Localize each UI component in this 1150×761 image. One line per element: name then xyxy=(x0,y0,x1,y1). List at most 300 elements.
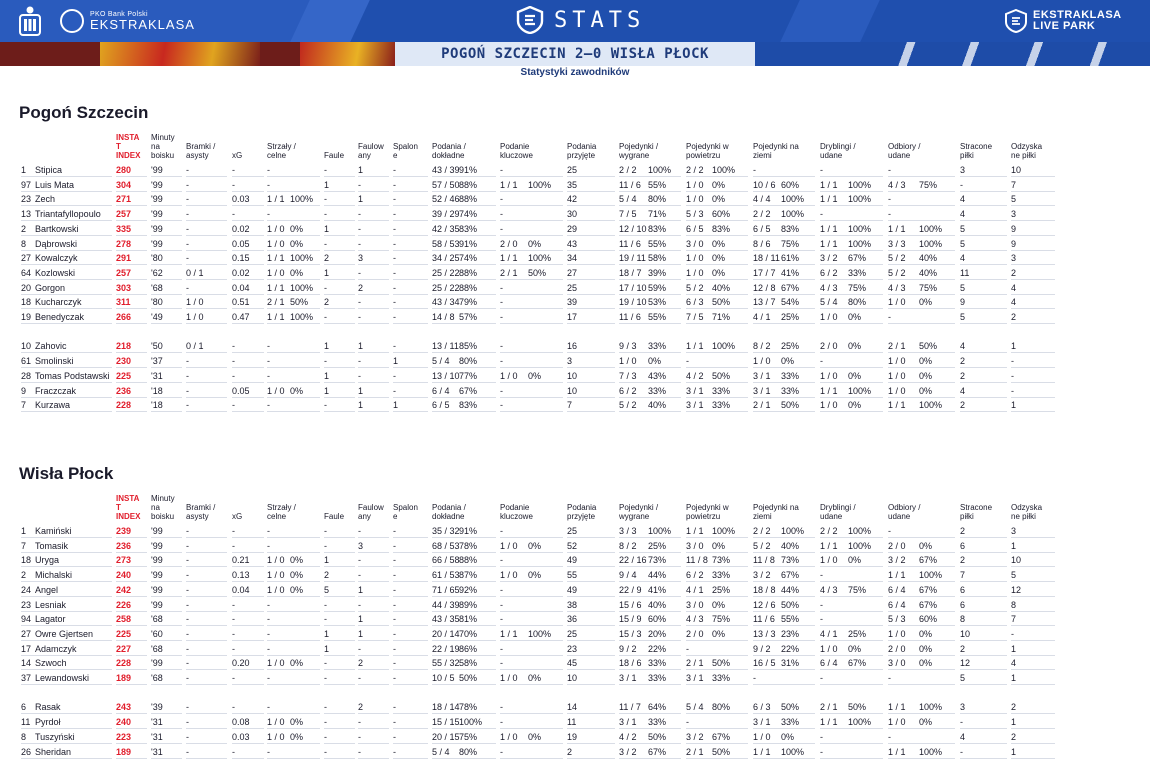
cell-duels xyxy=(619,399,681,412)
player-name[interactable]: Kozlowski xyxy=(35,267,112,280)
cell-min: '99 xyxy=(151,584,182,597)
player-name[interactable]: Luis Mata xyxy=(35,179,112,192)
stats-wordmark: STATS xyxy=(554,7,646,33)
livepark-logo[interactable] xyxy=(1005,9,1122,33)
cell-drib-count: 1 / 0 xyxy=(820,370,838,381)
player-name[interactable]: Tuszyński xyxy=(35,731,112,744)
cell-ground xyxy=(753,540,815,553)
column-header-xg[interactable]: xG xyxy=(232,151,243,160)
column-header-shots[interactable]: Strzały / celne xyxy=(267,142,296,160)
cell-min: '99 xyxy=(151,208,182,221)
cell-air xyxy=(686,370,748,383)
cell-recv: 25 xyxy=(567,525,615,538)
table-row[interactable] xyxy=(0,643,1150,658)
cell-min: '31 xyxy=(151,731,182,744)
cell-duels xyxy=(619,584,681,597)
cell-duels xyxy=(619,525,681,538)
cell-lost: 2 xyxy=(960,399,1007,412)
cell-pass-percent: 80% xyxy=(459,746,478,757)
cell-off: - xyxy=(393,613,428,626)
player-name[interactable]: Zahovic xyxy=(35,340,112,353)
table-row[interactable] xyxy=(0,282,1150,297)
column-header-air[interactable]: Pojedynki w powietrzu xyxy=(686,503,729,521)
cell-ga: - xyxy=(186,385,227,398)
cell-pass-percent: 58% xyxy=(459,658,478,669)
table-row[interactable] xyxy=(0,613,1150,628)
cell-shots-percent: 0% xyxy=(290,658,304,669)
column-header-ga[interactable]: Bramki / asysty xyxy=(186,503,216,521)
cell-tack-percent: 0% xyxy=(919,356,933,367)
column-header-fouled[interactable]: Faulow any xyxy=(358,142,384,160)
cell-fouled: - xyxy=(358,267,389,280)
cell-tack-count: - xyxy=(888,312,891,322)
cell-pass-percent: 83% xyxy=(459,223,478,234)
cell-won: 9 xyxy=(1011,238,1055,251)
cell-drib-count: 4 / 3 xyxy=(820,282,838,293)
cell-ground-percent: 55% xyxy=(781,614,800,625)
cell-drib-count: - xyxy=(820,731,823,742)
table-row[interactable] xyxy=(0,554,1150,569)
cell-won: 4 xyxy=(1011,282,1055,295)
cell-shots xyxy=(267,208,320,221)
cell-off: - xyxy=(393,282,428,295)
cell-xg: - xyxy=(232,525,264,538)
cell-pass-count: 43 / 34 xyxy=(432,297,460,308)
cell-tack xyxy=(888,296,955,309)
player-name[interactable]: Zech xyxy=(35,193,112,206)
player-name[interactable]: Uryga xyxy=(35,554,112,567)
cell-won: 5 xyxy=(1011,193,1055,206)
cell-duels xyxy=(619,238,681,251)
player-name[interactable]: Gorgon xyxy=(35,282,112,295)
table-row[interactable] xyxy=(0,525,1150,540)
column-header-idx[interactable]: INSTA T INDEX xyxy=(116,133,141,160)
cell-ground-percent: 60% xyxy=(781,179,800,190)
cell-duels xyxy=(619,208,681,221)
cell-idx: 240 xyxy=(116,716,147,729)
cell-key xyxy=(500,628,563,641)
cell-recv: 52 xyxy=(567,540,615,553)
table-row[interactable] xyxy=(0,267,1150,282)
cell-pass xyxy=(432,267,496,280)
cell-key xyxy=(500,252,563,265)
team-title: Pogoń Szczecin xyxy=(19,103,149,122)
cell-ground-percent: 33% xyxy=(781,370,800,381)
cell-ground-count: 17 / 7 xyxy=(753,267,776,278)
cell-fouled: 1 xyxy=(358,193,389,206)
cell-shots xyxy=(267,746,320,759)
cell-shots-count: - xyxy=(267,526,270,536)
table-row[interactable] xyxy=(0,193,1150,208)
cell-fouls: 1 xyxy=(324,340,355,353)
cell-key xyxy=(500,340,563,353)
player-name[interactable]: Dąbrowski xyxy=(35,238,112,251)
cell-air-count: 3 / 1 xyxy=(686,673,704,683)
column-header-idx[interactable]: INSTA T INDEX xyxy=(116,494,141,521)
player-name[interactable]: Triantafyllopoulo xyxy=(35,208,112,221)
cell-air-count: 1 / 0 xyxy=(686,179,704,190)
cell-air-count: 1 / 1 xyxy=(686,526,704,536)
table-row[interactable] xyxy=(0,540,1150,555)
table-row[interactable] xyxy=(0,385,1150,400)
cell-ga: - xyxy=(186,238,227,251)
cell-tack xyxy=(888,385,955,398)
column-header-fouls[interactable]: Faule xyxy=(324,512,345,521)
cell-duels xyxy=(619,613,681,626)
livepark-line2: LIVE PARK xyxy=(1033,20,1096,32)
cell-drib-count: - xyxy=(820,746,823,757)
column-header-fouls[interactable]: Faule xyxy=(324,151,345,160)
cell-air-count: 3 / 1 xyxy=(686,385,704,396)
cell-drib xyxy=(820,701,883,714)
cell-pass-count: 5 / 4 xyxy=(432,746,450,757)
cell-drib xyxy=(820,311,883,324)
cell-air xyxy=(686,252,748,265)
column-header-drib[interactable]: Dryblingi / udane xyxy=(820,503,856,521)
cell-duels-count: 11 / 6 xyxy=(619,312,641,322)
column-header-off[interactable]: Spalon e xyxy=(393,503,418,521)
cell-air-count: 6 / 3 xyxy=(686,297,704,308)
cell-key-percent: 100% xyxy=(528,179,552,190)
cell-ground-percent: 0% xyxy=(781,356,795,367)
cell-fouls: 1 xyxy=(324,554,355,567)
cell-duels-count: 12 / 10 xyxy=(619,223,647,234)
cell-drib-percent: 100% xyxy=(848,540,872,551)
cell-key xyxy=(500,208,563,221)
cell-tack-count: 1 / 0 xyxy=(888,628,906,639)
ekstraklasa-logo[interactable] xyxy=(60,6,195,36)
cell-xg: - xyxy=(232,599,264,612)
table-row[interactable] xyxy=(0,746,1150,761)
cell-pass xyxy=(432,672,496,685)
cell-off: - xyxy=(393,164,428,177)
player-name[interactable]: Tomas Podstawski xyxy=(35,370,112,383)
cell-ground xyxy=(753,643,815,656)
column-header-duels[interactable]: Pojedynki / wygrane xyxy=(619,503,659,521)
cell-drib-percent: 67% xyxy=(848,253,867,264)
player-name[interactable]: Stipica xyxy=(35,164,112,177)
cell-air xyxy=(686,613,748,626)
player-name[interactable]: Kowalczyk xyxy=(35,252,112,265)
cell-shots-percent: 0% xyxy=(290,223,304,234)
player-number: 14 xyxy=(21,657,35,670)
column-header-min[interactable]: Minuty na boisku xyxy=(151,133,175,160)
player-name[interactable]: Lewandowski xyxy=(35,672,112,685)
player-name[interactable]: Smolinski xyxy=(35,355,112,368)
cell-air-count: 3 / 0 xyxy=(686,238,704,249)
table-row[interactable] xyxy=(0,628,1150,643)
cell-pass xyxy=(432,716,496,729)
cell-xg: - xyxy=(232,208,264,221)
column-header-min[interactable]: Minuty na boisku xyxy=(151,494,175,521)
cell-tack-count: 5 / 2 xyxy=(888,267,906,278)
cell-air xyxy=(686,554,748,567)
top-header-bar xyxy=(0,0,1150,42)
cell-idx: 239 xyxy=(116,525,147,538)
column-header-pass[interactable]: Podania / dokładne xyxy=(432,503,466,521)
column-header-key[interactable]: Podanie kluczowe xyxy=(500,503,533,521)
cell-fouls: 1 xyxy=(324,179,355,192)
cell-shots-count: - xyxy=(267,540,270,551)
column-header-ga[interactable]: Bramki / asysty xyxy=(186,142,216,160)
cell-duels-percent: 59% xyxy=(648,282,667,293)
table-row[interactable] xyxy=(0,208,1150,223)
table-row[interactable] xyxy=(0,701,1150,716)
cell-ga: - xyxy=(186,569,227,582)
cell-shots-count: - xyxy=(267,599,270,610)
player-name[interactable]: Szwoch xyxy=(35,657,112,670)
cell-xg: 0.04 xyxy=(232,584,264,597)
cell-air-count: 3 / 0 xyxy=(686,599,704,610)
column-header-ground[interactable]: Pojedynki na ziemi xyxy=(753,142,799,160)
cell-ground xyxy=(753,569,815,582)
cell-lost: - xyxy=(960,716,1007,729)
cell-ground-count: 1 / 0 xyxy=(753,356,771,367)
cell-off: - xyxy=(393,385,428,398)
cell-key-count: - xyxy=(500,223,503,234)
player-name[interactable]: Tomasik xyxy=(35,540,112,553)
cell-lost: 2 xyxy=(960,370,1007,383)
table-row[interactable] xyxy=(0,731,1150,746)
column-header-lost[interactable]: Stracone piłki xyxy=(960,142,993,160)
cell-duels xyxy=(619,179,681,192)
column-header-key[interactable]: Podanie kluczowe xyxy=(500,142,533,160)
cell-duels-percent: 33% xyxy=(648,717,667,728)
table-row[interactable] xyxy=(0,584,1150,599)
cell-tack-count: 1 / 1 xyxy=(888,223,906,234)
stats-brand[interactable] xyxy=(516,6,645,34)
table-row[interactable] xyxy=(0,238,1150,253)
cell-fouls: - xyxy=(324,613,355,626)
column-header-off[interactable]: Spalon e xyxy=(393,142,418,160)
table-row[interactable] xyxy=(0,164,1150,179)
cell-xg: - xyxy=(232,355,264,368)
cell-shots-count: 1 / 0 xyxy=(267,267,285,278)
column-header-drib[interactable]: Dryblingi / udane xyxy=(820,142,856,160)
cell-ground-count: 10 / 6 xyxy=(753,179,776,190)
cell-shots-count: 1 / 0 xyxy=(267,555,285,566)
column-header-won[interactable]: Odzyska ne piłki xyxy=(1011,142,1043,160)
cell-tack xyxy=(888,628,955,641)
cell-key-count: - xyxy=(500,599,503,610)
player-number: 19 xyxy=(21,311,35,324)
column-header-ground[interactable]: Pojedynki na ziemi xyxy=(753,503,799,521)
cell-lost: 2 xyxy=(960,525,1007,538)
column-header-recv[interactable]: Podania przyjęte xyxy=(567,503,597,521)
player-name[interactable]: Adamczyk xyxy=(35,643,112,656)
player-name[interactable]: Michalski xyxy=(35,569,112,582)
column-header-tack[interactable]: Odbiory / udane xyxy=(888,503,921,521)
player-name[interactable]: Sheridan xyxy=(35,746,112,759)
player-number: 7 xyxy=(21,399,35,412)
cell-key xyxy=(500,746,563,759)
player-name[interactable]: Owre Gjertsen xyxy=(35,628,112,641)
table-row[interactable] xyxy=(0,311,1150,326)
cell-xg: - xyxy=(232,746,264,759)
cell-key-percent: 0% xyxy=(528,570,542,581)
cell-air xyxy=(686,716,748,729)
player-name[interactable]: Lesniak xyxy=(35,599,112,612)
cell-shots-percent: 0% xyxy=(290,731,304,742)
cell-drib xyxy=(820,746,883,759)
column-header-pass[interactable]: Podania / dokładne xyxy=(432,142,466,160)
cell-xg: - xyxy=(232,672,264,685)
cell-key-percent: 0% xyxy=(528,673,542,683)
cell-drib xyxy=(820,385,883,398)
player-number: 61 xyxy=(21,355,35,368)
column-header-lost[interactable]: Stracone piłki xyxy=(960,503,993,521)
table-row[interactable] xyxy=(0,657,1150,672)
cell-pass xyxy=(432,731,496,744)
player-name[interactable]: Angel xyxy=(35,584,112,597)
table-row[interactable] xyxy=(0,223,1150,238)
cell-shots-percent: 0% xyxy=(290,570,304,581)
cell-ground-count: 12 / 8 xyxy=(753,282,776,293)
column-header-fouled[interactable]: Faulow any xyxy=(358,503,384,521)
column-header-shots[interactable]: Strzały / celne xyxy=(267,503,296,521)
cell-shots-count: - xyxy=(267,341,270,352)
cell-tack-percent: 60% xyxy=(919,614,938,625)
column-header-recv[interactable]: Podania przyjęte xyxy=(567,142,597,160)
cell-ground xyxy=(753,385,815,398)
player-name[interactable]: Lagator xyxy=(35,613,112,626)
cell-ground-percent: 67% xyxy=(781,282,800,293)
cell-key-count: - xyxy=(500,194,503,205)
cell-ground-percent: 100% xyxy=(781,526,805,536)
cell-pass-percent: 83% xyxy=(459,400,478,411)
cell-xg: 0.08 xyxy=(232,716,264,729)
cell-tack xyxy=(888,540,955,553)
cell-ga: - xyxy=(186,584,227,597)
table-row[interactable] xyxy=(0,355,1150,370)
cell-off: - xyxy=(393,569,428,582)
cell-off: - xyxy=(393,554,428,567)
player-name[interactable]: Pyrdoł xyxy=(35,716,112,729)
cell-duels-percent: 25% xyxy=(648,540,667,551)
cell-xg: - xyxy=(232,370,264,383)
cell-duels-count: 18 / 6 xyxy=(619,658,642,669)
cell-tack xyxy=(888,554,955,567)
cell-duels-count: 5 / 2 xyxy=(619,400,637,411)
cell-air-count: 1 / 0 xyxy=(686,194,704,205)
cell-drib-count: 5 / 4 xyxy=(820,297,838,308)
player-name[interactable]: Rasak xyxy=(35,701,112,714)
cell-drib xyxy=(820,657,883,670)
cell-air-count: 6 / 5 xyxy=(686,223,704,234)
cell-lost: 4 xyxy=(960,340,1007,353)
player-name[interactable]: Kucharczyk xyxy=(35,296,112,309)
cell-xg: 0.13 xyxy=(232,569,264,582)
cell-fouls: 1 xyxy=(324,267,355,280)
cell-duels-count: 15 / 3 xyxy=(619,628,642,639)
cell-shots xyxy=(267,311,320,324)
cell-air-percent: 50% xyxy=(712,746,731,757)
cell-ga: - xyxy=(186,657,227,670)
cell-min: '18 xyxy=(151,399,182,412)
cell-pass xyxy=(432,657,496,670)
cell-drib xyxy=(820,179,883,192)
column-header-duels[interactable]: Pojedynki / wygrane xyxy=(619,142,659,160)
cell-fouls: - xyxy=(324,193,355,206)
cell-shots xyxy=(267,672,320,685)
cell-ground-count: - xyxy=(753,165,756,175)
cell-drib xyxy=(820,252,883,265)
cell-key xyxy=(500,164,563,177)
cell-drib xyxy=(820,267,883,280)
table-row[interactable] xyxy=(0,252,1150,267)
cell-ground-count: 5 / 2 xyxy=(753,540,771,551)
cell-off: - xyxy=(393,370,428,383)
cell-recv: 42 xyxy=(567,193,615,206)
cell-key xyxy=(500,672,563,685)
cell-pass xyxy=(432,554,496,567)
player-name[interactable]: Kamiński xyxy=(35,525,112,538)
cell-drib-count: 1 / 1 xyxy=(820,238,838,249)
player-name[interactable]: Benedyczak xyxy=(35,311,112,324)
cell-air-percent: 0% xyxy=(712,267,726,278)
column-header-won[interactable]: Odzyska ne piłki xyxy=(1011,503,1043,521)
cell-ground-percent: 23% xyxy=(781,628,800,639)
cell-won: 2 xyxy=(1011,267,1055,280)
cell-tack xyxy=(888,525,955,538)
cell-fouls: - xyxy=(324,355,355,368)
cell-ground xyxy=(753,672,815,685)
player-number: 9 xyxy=(21,385,35,398)
cell-duels-percent: 100% xyxy=(648,526,672,536)
table-row[interactable] xyxy=(0,296,1150,311)
cell-tack xyxy=(888,267,955,280)
cell-duels xyxy=(619,355,681,368)
table-row[interactable] xyxy=(0,716,1150,731)
cell-fouled: 1 xyxy=(358,385,389,398)
cell-ground-count: 11 / 6 xyxy=(753,614,775,625)
livepark-shield-icon xyxy=(1005,9,1027,33)
column-header-xg[interactable]: xG xyxy=(232,512,243,521)
table-row[interactable] xyxy=(0,672,1150,687)
cell-duels-count: 11 / 7 xyxy=(619,702,641,713)
table-row[interactable] xyxy=(0,340,1150,355)
player-name[interactable]: Bartkowski xyxy=(35,223,112,236)
cell-lost: 4 xyxy=(960,252,1007,265)
cell-pass xyxy=(432,252,496,265)
table-row[interactable] xyxy=(0,399,1150,414)
cell-shots xyxy=(267,613,320,626)
player-name[interactable]: Kurzawa xyxy=(35,399,112,412)
table-row[interactable] xyxy=(0,569,1150,584)
cell-pass-percent: 67% xyxy=(459,385,478,396)
cell-air xyxy=(686,672,748,685)
cell-idx: 236 xyxy=(116,385,147,398)
cell-shots xyxy=(267,716,320,729)
cell-lost: 3 xyxy=(960,701,1007,714)
cell-shots xyxy=(267,223,320,236)
header-right-cut xyxy=(780,0,880,42)
cell-xg: - xyxy=(232,399,264,412)
pko-logo-icon[interactable] xyxy=(18,5,42,37)
table-row[interactable] xyxy=(0,179,1150,194)
cell-lost: 6 xyxy=(960,540,1007,553)
column-header-tack[interactable]: Odbiory / udane xyxy=(888,142,921,160)
cell-tack-count: 4 / 3 xyxy=(888,282,906,293)
cell-won: 1 xyxy=(1011,340,1055,353)
column-header-air[interactable]: Pojedynki w powietrzu xyxy=(686,142,729,160)
player-name[interactable]: Fraczczak xyxy=(35,385,112,398)
cell-duels-percent: 60% xyxy=(648,614,667,625)
table-row[interactable] xyxy=(0,370,1150,385)
table-row[interactable] xyxy=(0,599,1150,614)
cell-pass xyxy=(432,701,496,714)
cell-air-percent: 100% xyxy=(712,341,736,352)
